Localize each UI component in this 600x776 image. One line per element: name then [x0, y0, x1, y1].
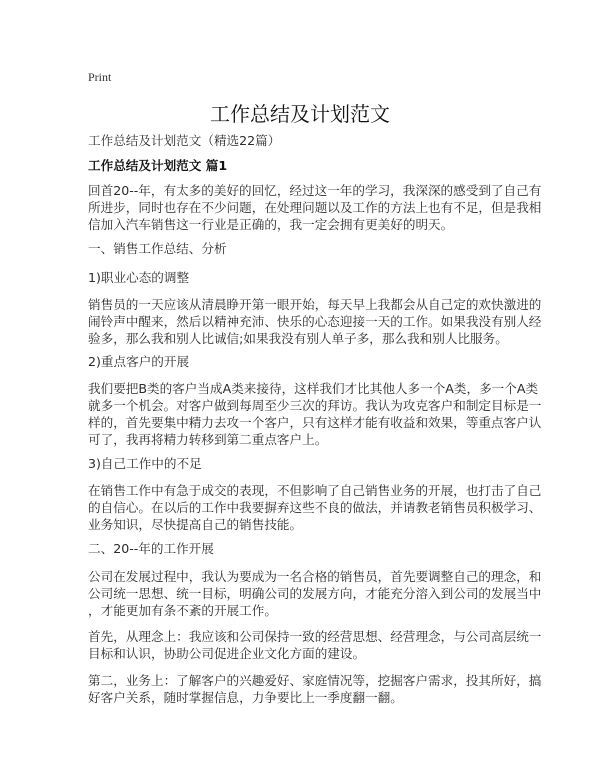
paragraph — [88, 568, 542, 619]
text-line: 验多，那么我和别人比诚信;如果我没有别人单子多，那么我和别人比服务。 — [88, 331, 508, 346]
paragraph — [88, 482, 542, 533]
section-label — [88, 353, 518, 370]
paragraph — [88, 628, 542, 662]
paragraph — [88, 672, 542, 706]
subtitle — [88, 132, 518, 149]
section-label — [88, 455, 518, 472]
text-line: 就多一个机会。对客户做到每周至少三次的拜访。我认为攻克客户和制定目标是一 — [88, 398, 542, 413]
text-line: 样的，首先要集中精力去攻一个客户，只有这样才能有收益和效果，等重点客户认 — [88, 415, 542, 430]
text-line: 公司统一思想、统一目标，明确公司的发展方向，才能充分溶入到公司的发展当中 — [88, 586, 542, 601]
document-title: 工作总结及计划范文 — [210, 102, 390, 126]
text-line: 可了，我再将精力转移到第二重点客户上。 — [88, 432, 328, 447]
paragraph — [88, 296, 542, 347]
text-line: 销售员的一天应该从清晨睁开第一眼开始，每天早上我都会从自己定的欢快激进的 — [88, 297, 542, 312]
text-line: ，才能更加有条不紊的开展工作。 — [88, 603, 277, 618]
text-line: 第二，业务上：了解客户的兴趣爱好、家庭情况等，挖掘客户需求，投其所好，搞 — [88, 673, 542, 688]
paragraph — [88, 182, 542, 233]
section-heading — [88, 157, 518, 174]
paragraph — [88, 380, 542, 448]
text-line: 目标和认识，协助公司促进企业文化方面的建设。 — [88, 646, 366, 661]
text-line: 闹铃声中醒来，然后以精神充沛、快乐的心态迎接一天的工作。如果我没有别人经 — [88, 314, 542, 329]
text-line: 我们要把B类的客户当成A类来接待，这样我们才比其他人多一个A类，多一个A类 — [88, 381, 539, 396]
text-line: 首先，从理念上：我应该和公司保持一致的经营思想、经营理念，与公司高层统一 — [88, 629, 542, 644]
text-line: 在销售工作中有急于成交的表现，不但影响了自己销售业务的开展，也打击了自己 — [88, 483, 542, 498]
text-line: 回首20--年，有太多的美好的回忆，经过这一年的学习，我深深的感受到了自己有 — [88, 183, 542, 198]
text-line: 信加入汽车销售这一行业是正确的，我一定会拥有更美好的明天。 — [88, 217, 454, 232]
text-line: 业务知识，尽快提高自己的销售技能。 — [88, 517, 303, 532]
text-line: 好客户关系，随时掌握信息，力争要比上一季度翻一翻。 — [88, 690, 403, 705]
text-line: 二、20--年的工作开展 — [88, 541, 214, 556]
print-link[interactable]: Print — [88, 70, 112, 84]
heading-text: 工作总结及计划范文 篇1 — [88, 158, 228, 173]
text-line: 3)自己工作中的不足 — [88, 456, 202, 471]
text-line: 1)职业心态的调整 — [88, 270, 190, 285]
text-line: 公司在发展过程中，我认为要成为一名合格的销售员，首先要调整自己的理念，和 — [88, 569, 542, 584]
text-line: 所进步，同时也存在不少问题，在处理问题以及工作的方法上也有不足，但是我相 — [88, 200, 542, 215]
subtitle-text: 工作总结及计划范文（精选22篇） — [88, 133, 281, 148]
text-line: 一、销售工作总结、分析 — [88, 241, 227, 256]
text-line: 的自信心。在以后的工作中我要摒弃这些不良的做法，并请教老销售员积极学习、 — [88, 500, 542, 515]
text-line: 2)重点客户的开展 — [88, 354, 190, 369]
section-label — [88, 540, 518, 557]
section-label — [88, 269, 518, 286]
section-label — [88, 240, 518, 257]
